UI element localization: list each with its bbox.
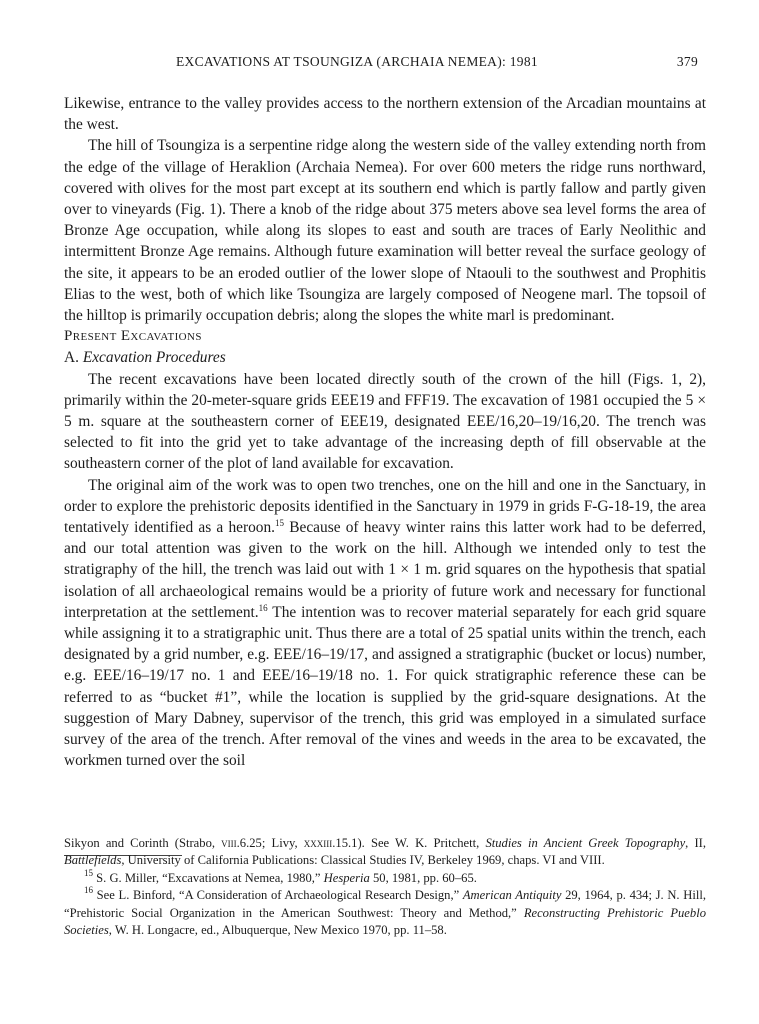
- fn15-text-b: 50, 1981, pp. 60–65.: [369, 870, 477, 885]
- subsection-letter: A.: [64, 349, 79, 367]
- paragraph-3: The recent excavations have been located directly south of the crown of the hill (Figs. 1, 2), primarily within the 20-meter-square grids EEE19 and FFF19. The excavation of 1981 occupied the 5 × 5 m. square at the southeastern corner of EEE19, designated EEE/16,20–19/16,20. The trench was selected to fit into the grid yet to take advantage of the increasing depth of fill observable at the southeastern corner of the plot of land available for excavation.: [64, 370, 706, 473]
- footnote-ref-15[interactable]: 15: [275, 518, 285, 529]
- fn-cont-text-c: ). See W. K. Pritchett,: [357, 836, 486, 850]
- fn-cont-text-b: ; Livy,: [261, 836, 304, 850]
- fn-cont-livy-ref: xxxiii.15.1: [303, 836, 358, 850]
- footnotes: [64, 835, 706, 939]
- fn16-text-c: , W. H. Longacre, ed., Albuquerque, New Mexico 1970, pp. 11–58.: [108, 923, 447, 938]
- fn-cont-text-d: , II,: [685, 836, 707, 850]
- fn-cont-text-a: Sikyon and Corinth (Strabo,: [64, 836, 222, 850]
- paragraph-4-part-c: The intention was to recover material separately for each grid square while assigning it to a stratigraphic unit. Thus there are a total of 25 spatial units within the trench, each designated by a grid number, e.g. EEE/16–19/17, and assigned a stratigraphic (bucket or locus) number, e.g. EEE/16–19/17 no. 1 and EEE/16–19/18 no. 1. For quick stratigraphic reference these can be referred to as “bucket #1”, while the location is supplied by the grid-square designations. At the suggestion of Mary Dabney, supervisor of the trench, this grid was employed in a simulated surface survey of the area of the trench. After removal of the vines and weeds in the area to be excavated, the workmen turned over the soil: [64, 603, 706, 770]
- footnote-continuation: [64, 835, 706, 870]
- fn15-text-a: S. G. Miller, “Excavations at Nemea, 1980,”: [93, 870, 324, 885]
- page-number: 379: [676, 54, 698, 69]
- paragraph-4-part-a: The original aim of the work was to open two trenches, one on the hill and one in the Sanctuary, in order to explore the prehistoric deposits identified in the Sanctuary in 1979 in grids F-G-18-19, the area tentatively identified as a heroon.: [64, 476, 706, 537]
- fn16-book-title: Reconstructing Prehistoric Pueblo Societies: [64, 905, 706, 938]
- footnote-16-number: 16: [84, 885, 93, 896]
- fn-cont-book-title: Studies in Ancient Greek Topography: [485, 836, 686, 850]
- footnote-ref-16[interactable]: 16: [258, 602, 268, 613]
- footnote-16: [64, 887, 706, 939]
- fn-cont-strabo-ref: viii.6.25: [221, 836, 262, 850]
- fn-cont-text-e: , University of California Publications: Classical Studies IV, Berkeley 1969, chaps. VI and VIII.: [121, 853, 605, 868]
- section-heading: Present Excavations: [64, 328, 202, 345]
- paragraph-1: Likewise, entrance to the valley provides access to the northern extension of the Arcadian mountains at the west.: [64, 95, 706, 134]
- fn16-text-a: See L. Binford, “A Consideration of Archaeological Research Design,”: [93, 888, 463, 903]
- main-text: [64, 93, 706, 772]
- fn16-journal: American Antiquity: [462, 888, 562, 903]
- fn16-text-b: 29, 1964, p. 434; J. N. Hill, “Prehistoric Social Organization in the American Southwest: Theory and Method,”: [64, 888, 706, 920]
- fn-cont-battlefields: Battlefields: [64, 853, 122, 868]
- fn15-journal: Hesperia: [323, 870, 370, 885]
- footnote-15-number: 15: [84, 867, 93, 878]
- paragraph-4-part-b: Because of heavy winter rains this latter work had to be deferred, and our total attention was given to the work on the hill. Although we intended only to test the stratigraphy of the hill, the trench was laid out with 1 × 1 m. grid squares on the hypothesis that spatial isolation of all archaeological remains would be a priority of future work and necessary for functional interpretation at the settlement.: [64, 519, 706, 621]
- paragraph-4: [64, 475, 706, 772]
- footnote-15: [64, 867, 706, 887]
- subsection-heading: [64, 347, 706, 368]
- subsection-title: Excavation Procedures: [82, 349, 226, 367]
- running-title: EXCAVATIONS AT TSOUNGIZA (ARCHAIA NEMEA): 1981: [176, 54, 538, 69]
- paragraph-2: The hill of Tsoungiza is a serpentine ridge along the western side of the valley extending north from the edge of the village of Heraklion (Archaia Nemea). For over 600 meters the ridge runs northward, covered with olives for the most part except at its southern end which is partly fallow and partly given over to vineyards (Fig. 1). There a knob of the ridge about 375 meters above sea level forms the area of Bronze Age occupation, while along its slopes to east and south are traces of Early Neolithic and intermittent Bronze Age remains. Although future examination will better reveal the surface geology of the site, it appears to be an eroded outlier of the lower slope of Ntaouli to the southwest and Prophitis Elias to the west, both of which like Tsoungiza are largely composed of Neogene marl. The topsoil of the hilltop is primarily occupation debris; along the slopes the white marl is predominant.: [64, 137, 706, 325]
